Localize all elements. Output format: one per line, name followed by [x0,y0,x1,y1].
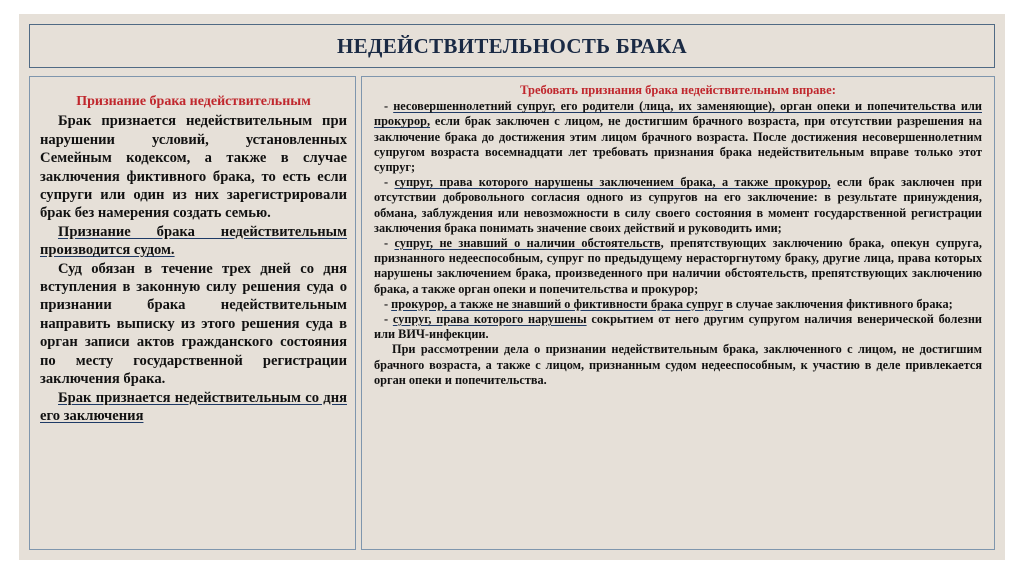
right-item-1-text: если брак заключен с лицом, не достигшим брачного возраста, при отсутствии разрешения на заключение брака до достижения этим лицом брачного возраста. После достижения несовершеннолетним супругом возраста восемнадцати лет требовать признания брака недействительным вправе только этот супруг; [374,114,982,175]
right-item-4-prefix: - [384,296,392,311]
right-item-5 [374,312,982,342]
right-item-1 [374,99,982,175]
left-paragraph-4 [40,389,347,426]
right-item-2 [374,175,982,236]
slide [19,14,1005,560]
right-item-3-prefix: - [384,236,395,251]
title-box [29,24,995,68]
right-item-4 [374,297,982,312]
right-item-2-prefix: - [384,175,395,190]
right-paragraph-6: При рассмотрении дела о признании недействительным брака, заключенного с лицом, не достигшим брачного возраста, а также с лицом, признанным судом недееспособным, к участию в деле привлекается орган опеки и попечительства. [374,342,982,387]
right-heading: Требовать признания брака недействительным вправе: [520,83,836,97]
right-item-3-text: , препятствующих заключению брака, опекун супруга, признанного недееспособным, супруг по предыдущему нерасторгнутому браку, другие лица, права которых нарушены заключением брака, произведенного при наличии обстоятельств, препятствующих заключению брака, а также орган опеки и попечительства и прокурор; [374,236,982,296]
left-paragraph-2-text: Признание брака недействительным производится судом. [40,223,347,259]
right-item-5-prefix: - [384,312,393,327]
left-paragraph-2 [40,223,347,260]
right-panel [361,76,995,550]
left-paragraph-1: Брак признается недействительным при нарушении условий, установленных Семейным кодексом, а также в случае заключения фиктивного брака, то есть если супруги или один из них зарегистрировали брак без намерения создать семью. [40,113,347,222]
right-item-1-underlined: несовершеннолетний супруг, его родители (лица, их заменяющие), орган опеки и попечительства или прокурор, [374,99,982,129]
right-item-1-prefix: - [384,99,394,114]
right-item-2-text: если брак заключен при отсутствии добровольного согласия одного из супругов на его заключение: в результате принуждения, обмана, заблуждения или невозможности в силу своего состояния в момент государственной регистрации заключения брака понимать значение своих действий и руководить ими; [374,175,982,235]
right-item-3 [374,236,982,297]
left-paragraph-3: Суд обязан в течение трех дней со дня вступления в законную силу решения суда о признании брака недействительным направить выписку из этого решения суда в орган записи актов гражданского состояния по месту государственной регистрации заключения брака. [40,260,347,388]
left-paragraph-4-text: Брак признается недействительным со дня его заключения [40,389,347,424]
slide-title: НЕДЕЙСТВИТЕЛЬНОСТЬ БРАКА [337,33,687,58]
left-panel [29,76,356,550]
right-item-4-underlined: прокурор, а также не знавший о фиктивности брака супруг [391,296,724,311]
right-item-3-underlined: супруг, не знавший о наличии обстоятельств [394,236,661,251]
left-heading: Признание брака недействительным [76,94,311,109]
right-item-5-text: сокрытием от него другим супругом наличия венерической болезни или ВИЧ-инфекции. [374,312,983,342]
right-item-2-underlined: супруг, права которого нарушены заключением брака, а также прокурор, [394,175,831,190]
right-item-4-text: в случае заключения фиктивного брака; [723,296,953,311]
right-item-5-underlined: супруг, права которого нарушены [392,312,587,327]
